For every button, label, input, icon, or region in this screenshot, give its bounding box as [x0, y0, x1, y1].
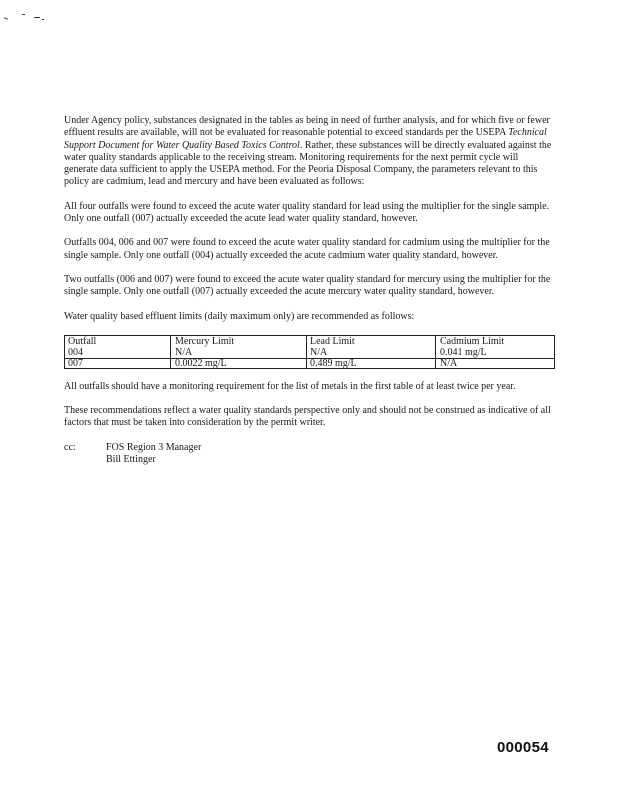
table-header-outfall: Outfall [68, 335, 97, 347]
cc-recipient: FOS Region 3 Manager [106, 441, 202, 453]
table-header-mercury: Mercury Limit [175, 335, 235, 347]
paragraph-policy: Under Agency policy, substances designated in the tables as being in need of further analysis, and for which five or fewer effluent results are available, will not be evaluated for reasonable potential to exceed standards per the USEPA Technical Support Document for Water Quality Based Toxics Control. Rather, these substances will be directly evaluated against the water quality standards applicable to the receiving stream. Monitoring requirements for the next permit cycle will generate data sufficient to apply the USEPA method. For the Peoria Disposal Company, the parameters relevant to this policy are cadmium, lead and mercury and have been evaluated as follows: [64, 115, 552, 188]
paragraph-limits-intro: Water quality based effluent limits (daily maximum only) are recommended as follows: [64, 310, 415, 322]
cc-label: cc: [64, 441, 76, 453]
page-number: 000054 [497, 739, 549, 756]
table-cell: N/A [175, 346, 193, 358]
effluent-limits-table [64, 335, 555, 369]
paragraph-lead: All four outfalls were found to exceed the acute water quality standard for lead using the multiplier for the single sample. Only one outfall (007) actually exceeded the acute lead water quality standard, however. [64, 200, 550, 225]
table-cell: 0.0022 mg/L [175, 357, 227, 369]
paragraph-disclaimer: These recommendations reflect a water quality standards perspective only and should not be construed as indicative of all factors that must be taken into consideration by the permit writer. [64, 405, 551, 429]
cc-recipient: Bill Ettinger [106, 454, 156, 466]
table-cell: 004 [68, 346, 83, 358]
table-cell: N/A [310, 346, 328, 358]
cc-recipients [106, 442, 201, 467]
table-header-lead: Lead Limit [310, 335, 355, 347]
scan-marks [4, 10, 44, 26]
table-cell: 007 [68, 357, 83, 369]
paragraph-monitoring: All outfalls should have a monitoring requirement for the list of metals in the first table of at least twice per year. [64, 380, 516, 392]
cc-block [64, 442, 554, 466]
paragraph-cadmium: Outfalls 004, 006 and 007 were found to exceed the acute water quality standard for cadmium using the multiplier for the single sample. Only one outfall (004) actually exceeded the acute cadmium water quality standard, however. [64, 237, 550, 261]
table-cell: N/A [440, 357, 458, 369]
memo-body [64, 115, 554, 466]
paragraph-mercury: Two outfalls (006 and 007) were found to exceed the acute water quality standard for mercury using the multiplier for the single sample. Only one outfall (007) actually exceeded the acute mercury water quality standard, however. [64, 273, 551, 298]
table-cell: 0.489 mg/L [310, 357, 357, 369]
table-cell: 0.041 mg/L [440, 346, 487, 358]
table-header-cadmium: Cadmium Limit [440, 335, 505, 347]
